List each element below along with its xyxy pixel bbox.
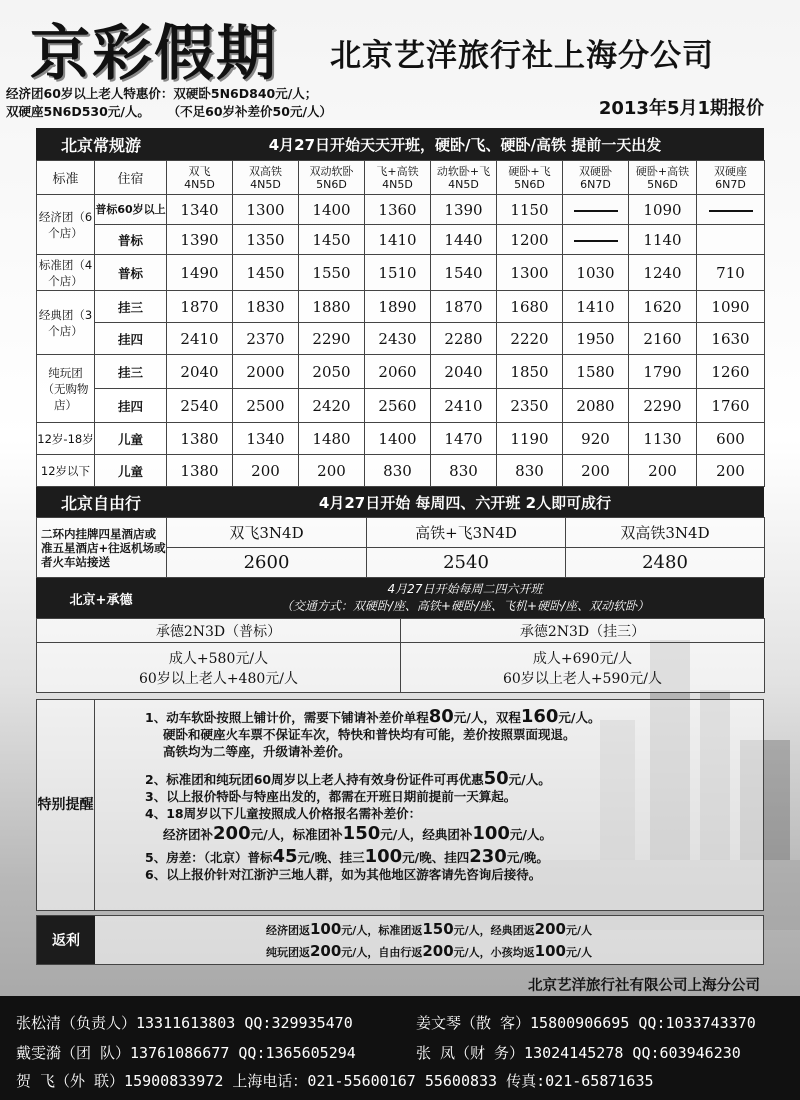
- chengde-adult-price: 成人+690元/人: [532, 650, 633, 667]
- chengde-package-prices: [37, 643, 401, 693]
- rebate-label: 返利: [37, 916, 95, 964]
- price-cell: 2430: [365, 323, 431, 355]
- senior-promo-line1: 经济团60岁以上老人特惠价：双硬卧5N6D840元/人；: [6, 86, 318, 101]
- table-row: [37, 389, 765, 423]
- price-cell: 1450: [233, 255, 299, 291]
- special-notes: [36, 699, 764, 911]
- price-cell: 2500: [233, 389, 299, 423]
- free-travel-schedule: 4月27日开始 每周四、六开班 2人即可成行: [318, 493, 612, 512]
- tier-cell: 普标: [95, 225, 167, 255]
- table-row: [37, 291, 765, 323]
- price-cell: 1580: [563, 355, 629, 389]
- price-cell: 1390: [431, 195, 497, 225]
- note-line: 5、房差：（北京）普标45元/晚、挂三100元/晚、挂四230元/晚。: [145, 846, 549, 867]
- tier-cell: 普标60岁以上: [95, 195, 167, 225]
- tier-cell: 挂三: [95, 291, 167, 323]
- table-row: [37, 225, 765, 255]
- group-standard: 标准团（4个店）: [37, 255, 95, 291]
- price-cell: 1400: [365, 423, 431, 455]
- table-row: [37, 455, 765, 487]
- contact-entry: 张 凤（财 务）13024145278 QQ:603946230: [416, 1044, 741, 1062]
- price-cell: 1850: [497, 355, 563, 389]
- tier-cell: 挂三: [95, 355, 167, 389]
- chengde-transport: （交通方式：双硬卧/座、高铁+硬卧/座、飞机+硬卧/座、双动软卧）: [280, 599, 650, 613]
- price-sheet: [36, 128, 764, 965]
- price-cell: 1260: [697, 355, 765, 389]
- price-cell: 2410: [167, 323, 233, 355]
- price-cell: 1140: [629, 225, 697, 255]
- chengde-package-prices: [401, 643, 765, 693]
- senior-promo-price: 双硬座5N6D530元/人。: [6, 104, 150, 119]
- price-cell: 200: [233, 455, 299, 487]
- price-cell: 1090: [629, 195, 697, 225]
- price-cell: 830: [497, 455, 563, 487]
- price-cell: 1950: [563, 323, 629, 355]
- notes-body: [95, 700, 763, 910]
- price-cell-unavailable: [697, 195, 765, 225]
- price-cell: 1380: [167, 455, 233, 487]
- free-product-price: 2480: [566, 548, 765, 578]
- price-cell: 1240: [629, 255, 697, 291]
- chengde-table: [36, 618, 765, 693]
- price-cell: 1340: [233, 423, 299, 455]
- price-cell: 1360: [365, 195, 431, 225]
- price-cell: 1390: [167, 225, 233, 255]
- price-cell: 1480: [299, 423, 365, 455]
- price-cell: 1030: [563, 255, 629, 291]
- tier-cell: 挂四: [95, 389, 167, 423]
- price-cell: 1130: [629, 423, 697, 455]
- price-cell: 1870: [167, 291, 233, 323]
- rebate-body: [95, 916, 763, 964]
- contact-row: [16, 1012, 756, 1033]
- price-cell: 2160: [629, 323, 697, 355]
- price-cell: 1380: [167, 423, 233, 455]
- rebate-line: 经济团返100元/人，标准团返150元/人，经典团返200元/人: [265, 920, 593, 938]
- price-cell: 1890: [365, 291, 431, 323]
- price-cell: 2000: [233, 355, 299, 389]
- price-cell: 1450: [299, 225, 365, 255]
- table-row: [37, 255, 765, 291]
- price-cell: 2080: [563, 389, 629, 423]
- rebate-section: [36, 915, 764, 965]
- note-line: 1、动车软卧按照上铺计价，需要下铺请补差价单程80元/人，双程160元/人。: [145, 706, 601, 727]
- chengde-package-name: 承德2N3D（普标）: [37, 619, 401, 643]
- group-classic: 经典团（3个店）: [37, 291, 95, 355]
- price-cell: 2040: [431, 355, 497, 389]
- price-cell: 1680: [497, 291, 563, 323]
- table-row: [37, 323, 765, 355]
- regular-tour-banner: [36, 128, 764, 160]
- price-cell-unavailable: [563, 225, 629, 255]
- senior-promo-note: （不足60岁补差价50元/人）: [173, 104, 333, 119]
- price-cell: 2290: [629, 389, 697, 423]
- col-header: 双飞 4N5D: [167, 161, 233, 195]
- chengde-label: 北京+承德: [69, 592, 133, 608]
- free-product-price: 2540: [367, 548, 566, 578]
- price-cell-empty: [697, 225, 765, 255]
- col-header: 双硬座 6N7D: [697, 161, 765, 195]
- senior-promo-line2: [6, 102, 332, 120]
- col-header: 飞+高铁 4N5D: [365, 161, 431, 195]
- price-cell: 2410: [431, 389, 497, 423]
- note-line: 4、18周岁以下儿童按照成人价格报名需补差价：: [145, 806, 422, 821]
- table-row: [37, 423, 765, 455]
- col-header: 硬卧+高铁 5N6D: [629, 161, 697, 195]
- price-cell: 830: [431, 455, 497, 487]
- col-header-standard: 标准: [37, 161, 95, 195]
- regular-tour-schedule: 4月27日开始天天开班，硬卧/飞、硬卧/高铁 提前一天出发: [268, 135, 662, 154]
- price-cell: 2050: [299, 355, 365, 389]
- price-cell: 1870: [431, 291, 497, 323]
- free-travel-caption: 二环内挂牌四星酒店或准五星酒店+往返机场或者火车站接送: [37, 518, 167, 578]
- price-cell: 1470: [431, 423, 497, 455]
- table-row: [37, 619, 765, 643]
- chengde-package-name: 承德2N3D（挂三）: [401, 619, 765, 643]
- price-cell: 1300: [497, 255, 563, 291]
- price-cell: 2350: [497, 389, 563, 423]
- regular-price-table: [36, 160, 765, 487]
- table-row: [37, 518, 765, 548]
- contact-panel: [0, 996, 800, 1100]
- footer-company: 北京艺洋旅行社有限公司上海分公司: [528, 978, 760, 994]
- col-header: 双硬卧 6N7D: [563, 161, 629, 195]
- group-child: 12岁以下: [37, 455, 95, 487]
- price-cell: 920: [563, 423, 629, 455]
- contact-entry: 姜文琴（散 客）15800906695 QQ:1033743370: [416, 1014, 756, 1032]
- contact-entry: 戴雯漪（团 队）13761086677 QQ:1365605294: [16, 1044, 356, 1062]
- price-cell: 1400: [299, 195, 365, 225]
- free-travel-table: [36, 517, 765, 578]
- price-cell: 2560: [365, 389, 431, 423]
- price-cell: 1200: [497, 225, 563, 255]
- contact-entry: 张松清（负责人）13311613803 QQ:329935470: [16, 1014, 353, 1032]
- group-economy: 经济团（6个店）: [37, 195, 95, 255]
- price-cell: 1510: [365, 255, 431, 291]
- price-cell: 1410: [563, 291, 629, 323]
- note-line: 经济团补200元/人，标准团补150元/人，经典团补100元/人。: [163, 823, 552, 844]
- col-header: 动软卧+飞 4N5D: [431, 161, 497, 195]
- price-cell: 1150: [497, 195, 563, 225]
- free-travel-banner: [36, 487, 764, 517]
- price-cell: 200: [629, 455, 697, 487]
- col-header: 双高铁 4N5D: [233, 161, 299, 195]
- price-cell: 2290: [299, 323, 365, 355]
- price-cell: 2220: [497, 323, 563, 355]
- table-row: [37, 355, 765, 389]
- rebate-line: 纯玩团返200元/人，自由行返200元/人，小孩均返100元/人: [265, 942, 593, 960]
- price-cell: 2540: [167, 389, 233, 423]
- price-cell: 2060: [365, 355, 431, 389]
- chengde-banner: [36, 578, 764, 618]
- price-cell: 1630: [697, 323, 765, 355]
- tier-cell: 儿童: [95, 455, 167, 487]
- brand-logo: 京彩假期: [30, 19, 278, 89]
- group-pure: 纯玩团（无购物店）: [37, 355, 95, 423]
- tier-cell: 儿童: [95, 423, 167, 455]
- chengde-senior-price: 60岁以上老人+590元/人: [503, 670, 662, 687]
- note-line: 6、以上报价针对江浙沪三地人群，如为其他地区游客请先咨询后接待。: [145, 867, 542, 882]
- price-cell: 1300: [233, 195, 299, 225]
- free-product-name: 双飞3N4D: [167, 518, 367, 548]
- price-cell: 2420: [299, 389, 365, 423]
- price-cell: 2040: [167, 355, 233, 389]
- price-cell: 1190: [497, 423, 563, 455]
- price-cell-unavailable: [563, 195, 629, 225]
- note-line: 3、以上报价特卧与特座出发的，都需在开班日期前提前一天算起。: [145, 789, 517, 804]
- table-header-row: [37, 161, 765, 195]
- chengde-adult-price: 成人+580元/人: [168, 650, 269, 667]
- price-cell: 600: [697, 423, 765, 455]
- table-row: [37, 195, 765, 225]
- tier-cell: 挂四: [95, 323, 167, 355]
- chengde-schedule: [166, 581, 764, 615]
- contact-entry: 贺 飞（外 联）15900833972 上海电话：021-55600167 55600833 传真:021-65871635: [16, 1072, 654, 1090]
- price-cell: 2280: [431, 323, 497, 355]
- free-product-price: 2600: [167, 548, 367, 578]
- free-travel-label: 北京自由行: [60, 493, 141, 513]
- note-line: 硬卧和硬座火车票不保证车次，特快和普快均有可能，差价按照票面现退。: [163, 727, 576, 742]
- group-teen: 12岁-18岁: [37, 423, 95, 455]
- price-cell: 200: [299, 455, 365, 487]
- price-cell: 1880: [299, 291, 365, 323]
- chengde-senior-price: 60岁以上老人+480元/人: [139, 670, 298, 687]
- price-cell: 1350: [233, 225, 299, 255]
- price-cell: 1620: [629, 291, 697, 323]
- free-product-name: 双高铁3N4D: [566, 518, 765, 548]
- price-cell: 200: [697, 455, 765, 487]
- price-cell: 1760: [697, 389, 765, 423]
- free-product-name: 高铁+飞3N4D: [367, 518, 566, 548]
- price-cell: 2370: [233, 323, 299, 355]
- company-name: 北京艺洋旅行社上海分公司: [330, 38, 714, 74]
- col-header: 硬卧+飞 5N6D: [497, 161, 563, 195]
- notes-label: 特别提醒: [37, 700, 95, 910]
- price-cell: 1490: [167, 255, 233, 291]
- col-header: 双动软卧 5N6D: [299, 161, 365, 195]
- price-cell: 1340: [167, 195, 233, 225]
- col-header-room: 住宿: [95, 161, 167, 195]
- price-cell: 1550: [299, 255, 365, 291]
- regular-tour-label: 北京常规游: [60, 135, 141, 155]
- tier-cell: 普标: [95, 255, 167, 291]
- price-cell: 1790: [629, 355, 697, 389]
- quote-period: 2013年5月1期报价: [598, 98, 764, 119]
- contact-row: [16, 1042, 741, 1063]
- price-cell: 1830: [233, 291, 299, 323]
- table-row: [37, 643, 765, 693]
- price-cell: 830: [365, 455, 431, 487]
- price-cell: 1090: [697, 291, 765, 323]
- price-cell: 1440: [431, 225, 497, 255]
- price-cell: 1410: [365, 225, 431, 255]
- chengde-schedule-line1: 4月27日开始每周二四六开班: [387, 582, 543, 596]
- note-line: 高铁均为二等座，升级请补差价。: [163, 744, 351, 759]
- price-cell: 200: [563, 455, 629, 487]
- price-cell: 1540: [431, 255, 497, 291]
- price-cell: 710: [697, 255, 765, 291]
- note-line: 2、标准团和纯玩团60周岁以上老人持有效身份证件可再优惠50元/人。: [145, 768, 551, 789]
- contact-row: [16, 1070, 654, 1091]
